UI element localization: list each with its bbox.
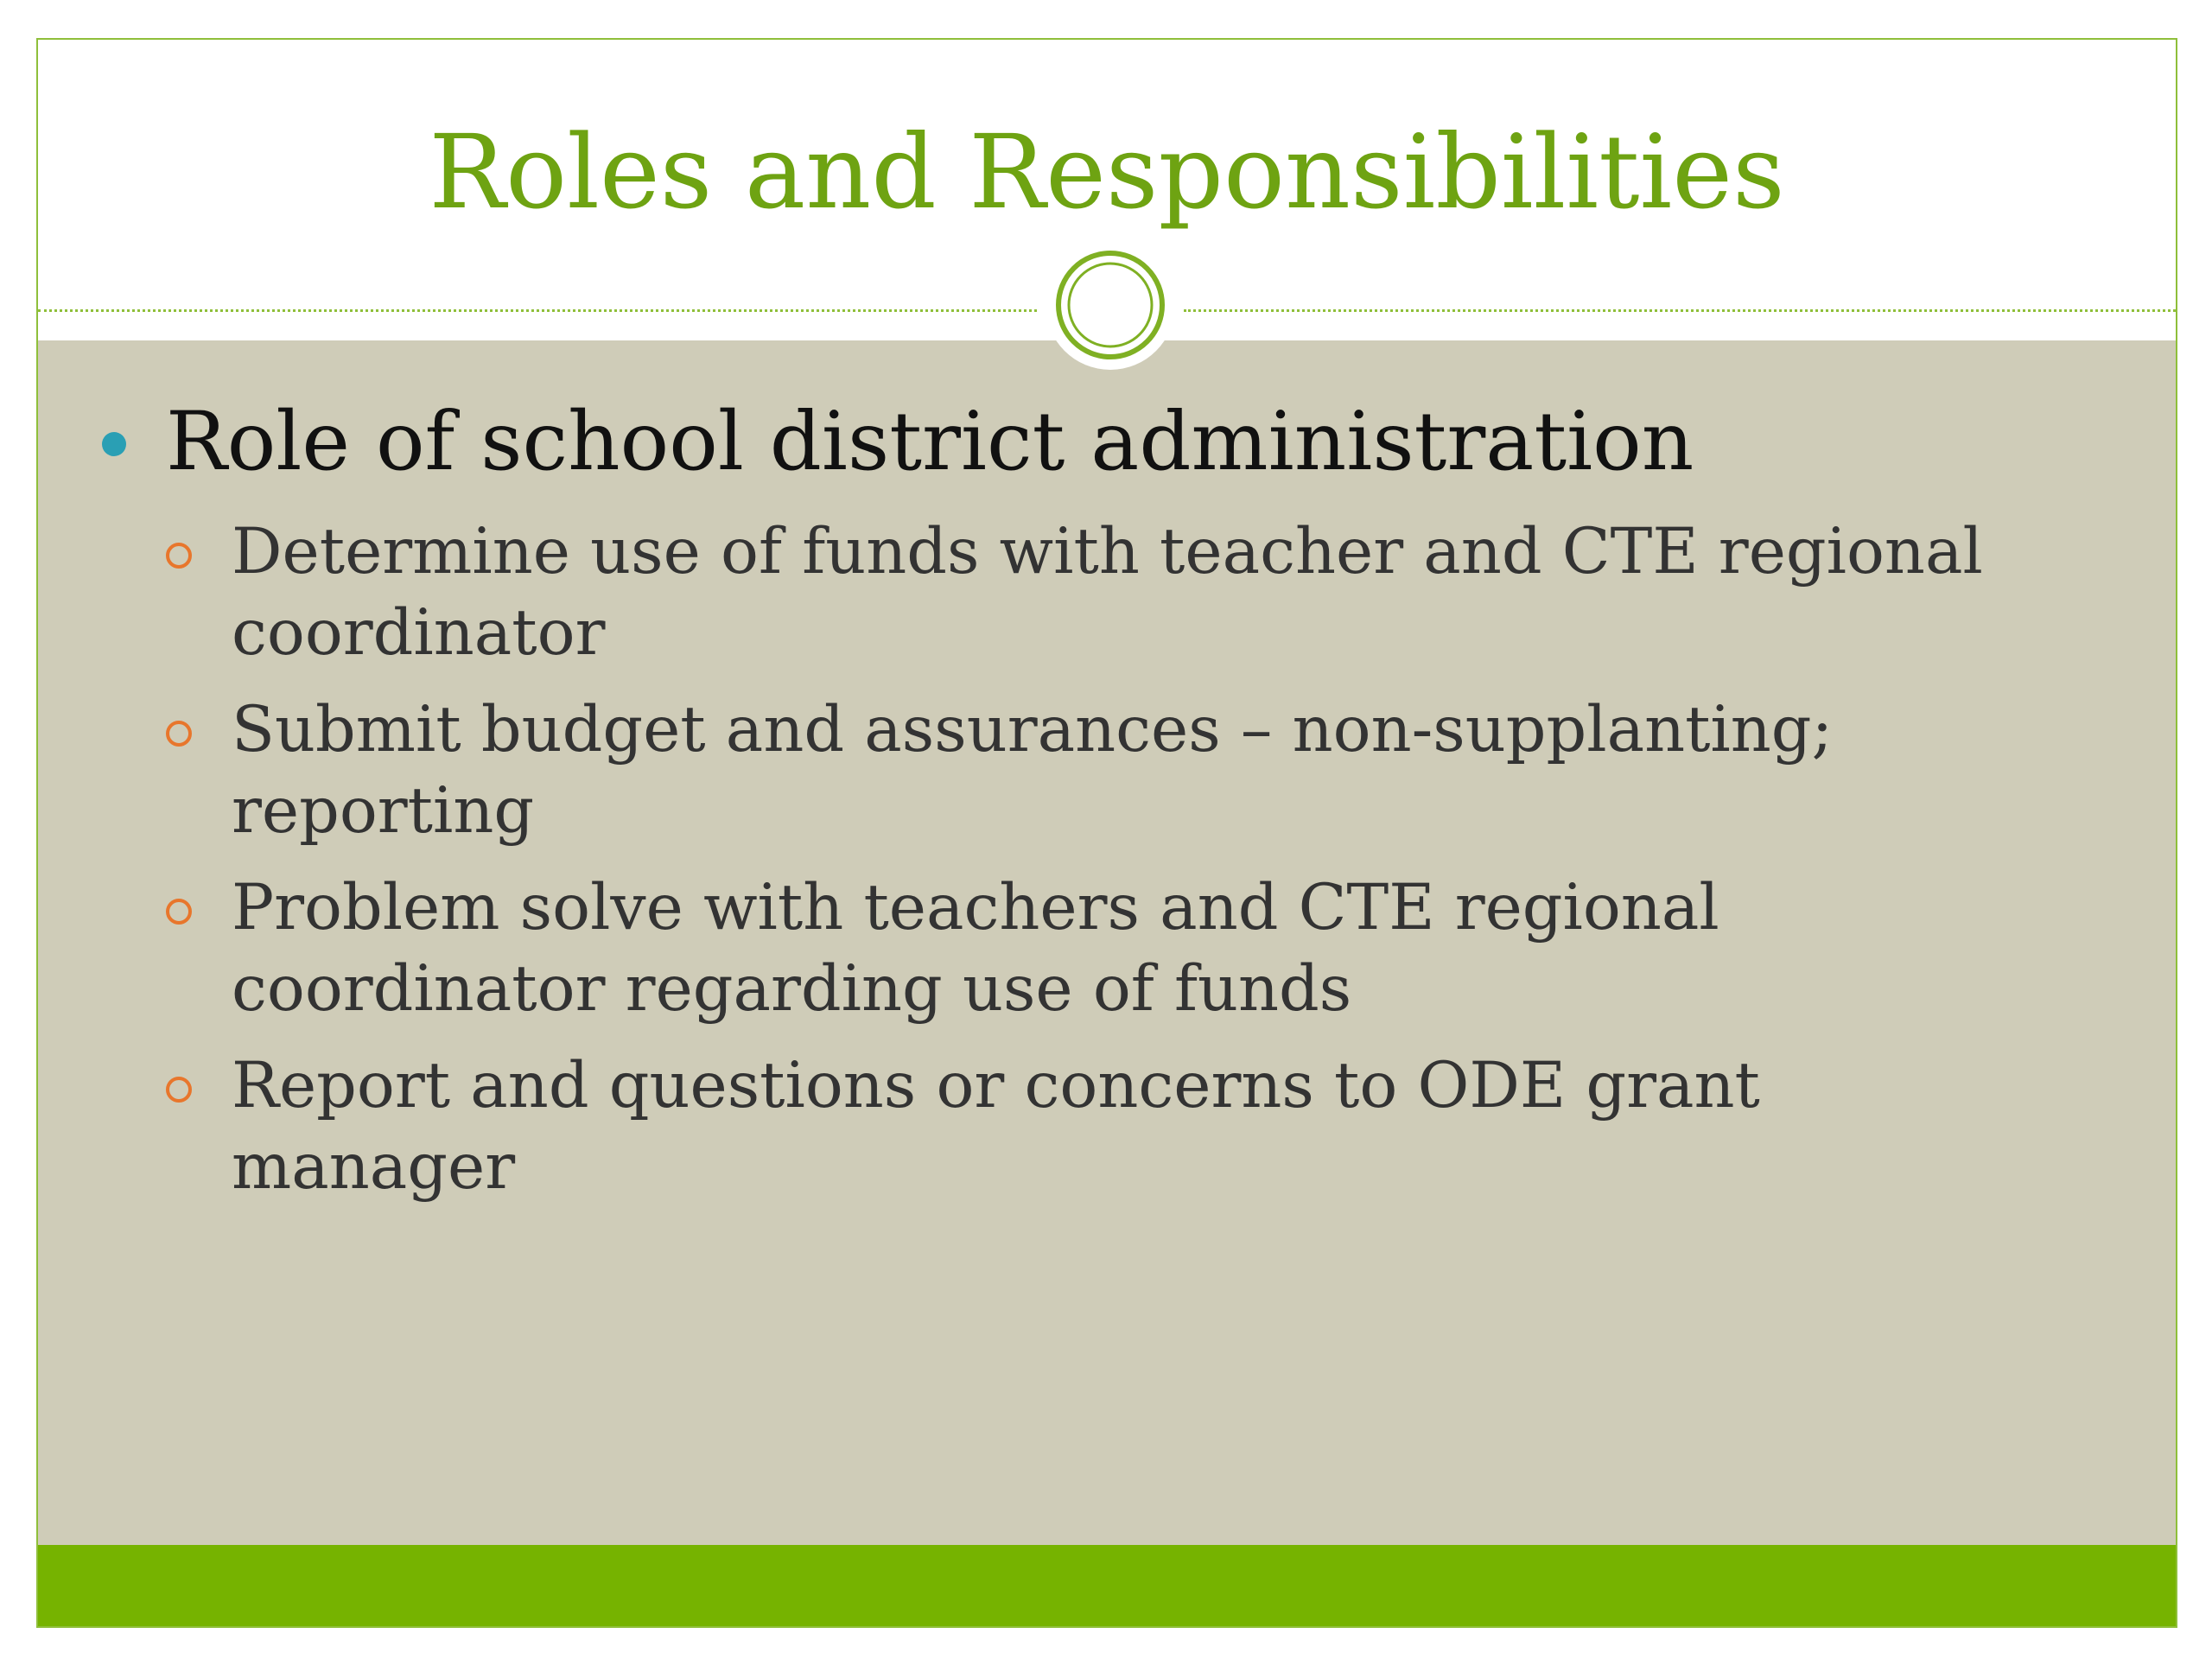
- double-ring-icon: [1054, 249, 1166, 361]
- sub-bullet-text: Submit budget and assurances – non-supplanting; reporting: [232, 693, 1834, 848]
- slide: [36, 38, 2177, 1628]
- bullet-item-level1: [38, 389, 2176, 496]
- bullet-text: Role of school district administration: [166, 395, 1694, 489]
- sub-bullet-text: Problem solve with teachers and CTE regional coordinator regarding use of funds: [232, 871, 1719, 1026]
- slide-title: Roles and Responsibilities: [429, 112, 1785, 232]
- hollow-circle-bullet-icon: [166, 899, 192, 925]
- sub-bullet-item: [38, 1046, 2176, 1208]
- footer-bar: [38, 1545, 2176, 1628]
- filled-circle-bullet-icon: [102, 432, 126, 456]
- sub-bullet-item: [38, 512, 2176, 674]
- title-divider-left: [38, 309, 1037, 312]
- sub-bullet-item: [38, 868, 2176, 1030]
- sub-bullet-item: [38, 690, 2176, 852]
- hollow-circle-bullet-icon: [166, 1077, 192, 1103]
- sub-bullet-text: Determine use of funds with teacher and CTE regional coordinator: [232, 515, 1983, 670]
- sub-bullet-text: Report and questions or concerns to ODE grant manager: [232, 1049, 1760, 1204]
- hollow-circle-bullet-icon: [166, 721, 192, 747]
- hollow-circle-bullet-icon: [166, 543, 192, 569]
- bullet-list: [38, 389, 2176, 1224]
- title-divider-right: [1184, 309, 2176, 312]
